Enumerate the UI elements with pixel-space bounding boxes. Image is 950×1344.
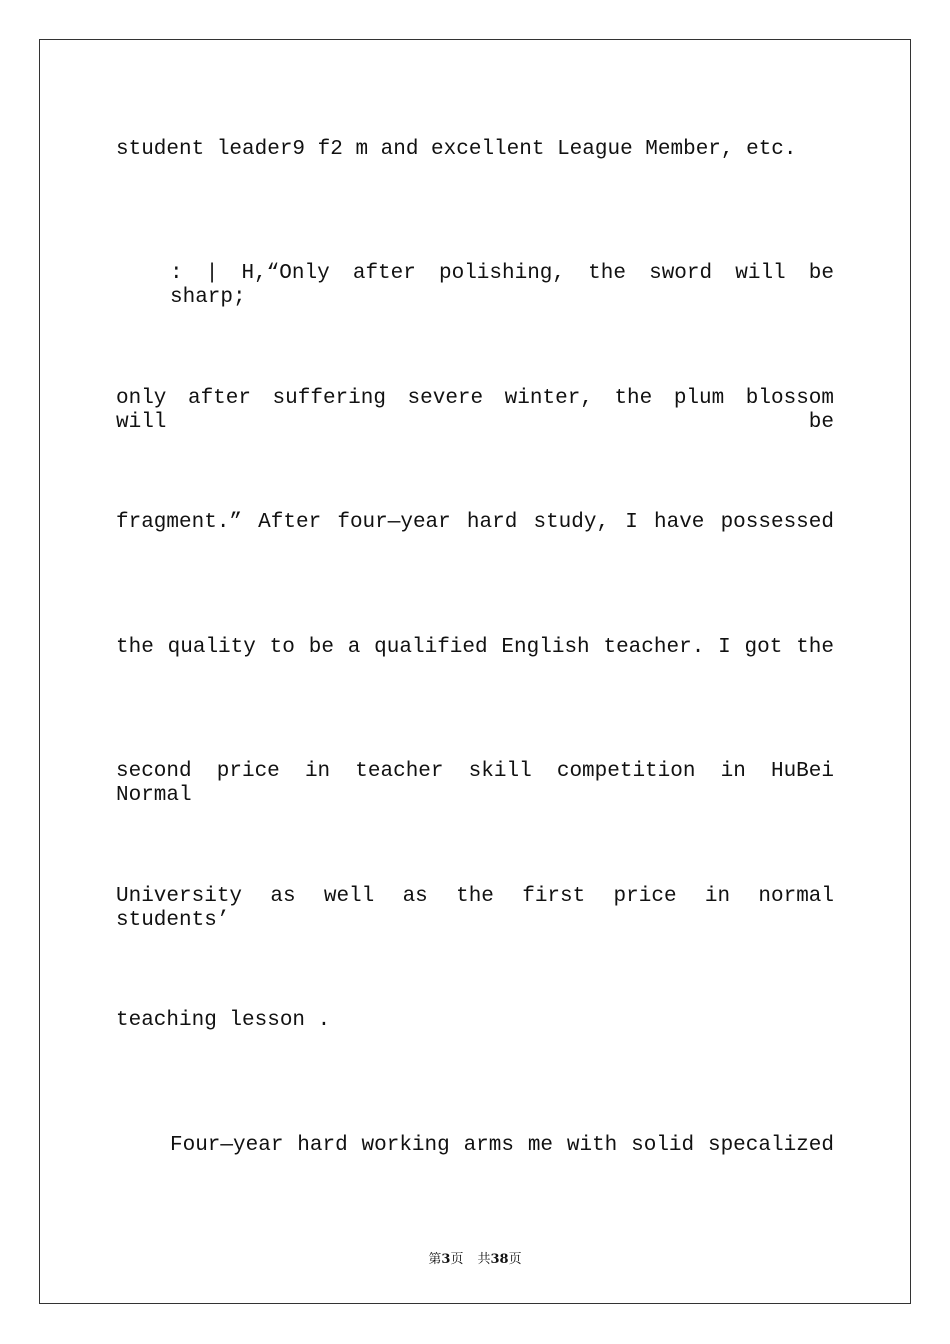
page-footer xyxy=(0,1248,950,1267)
total-prefix: 共 xyxy=(477,1252,491,1267)
page-number: 3 xyxy=(441,1252,451,1267)
total-pages: 38 xyxy=(490,1252,509,1267)
page-suffix: 页 xyxy=(450,1252,464,1267)
text-line-7: University as well as the first price in normal students’ xyxy=(116,885,834,932)
total-suffix: 页 xyxy=(508,1252,522,1267)
text-line-5: the quality to be a qualified English teacher. I got the xyxy=(116,636,834,659)
page-prefix: 第 xyxy=(428,1252,442,1267)
text-line-9: Four—year hard working arms me with solid specalized xyxy=(170,1134,834,1157)
text-line-4: fragment.” After four—year hard study, I have possessed xyxy=(116,511,834,534)
text-line-2: : | H,“Only after polishing, the sword will be sharp; xyxy=(170,262,834,309)
text-line-8: teaching lesson . xyxy=(116,1009,331,1032)
text-line-6: second price in teacher skill competition in HuBei Normal xyxy=(116,760,834,807)
text-line-3: only after suffering severe winter, the plum blossom will be xyxy=(116,387,834,434)
text-line-1: student leader9 f2 m and excellent League Member, etc. xyxy=(116,138,797,161)
page-frame xyxy=(39,39,911,1304)
